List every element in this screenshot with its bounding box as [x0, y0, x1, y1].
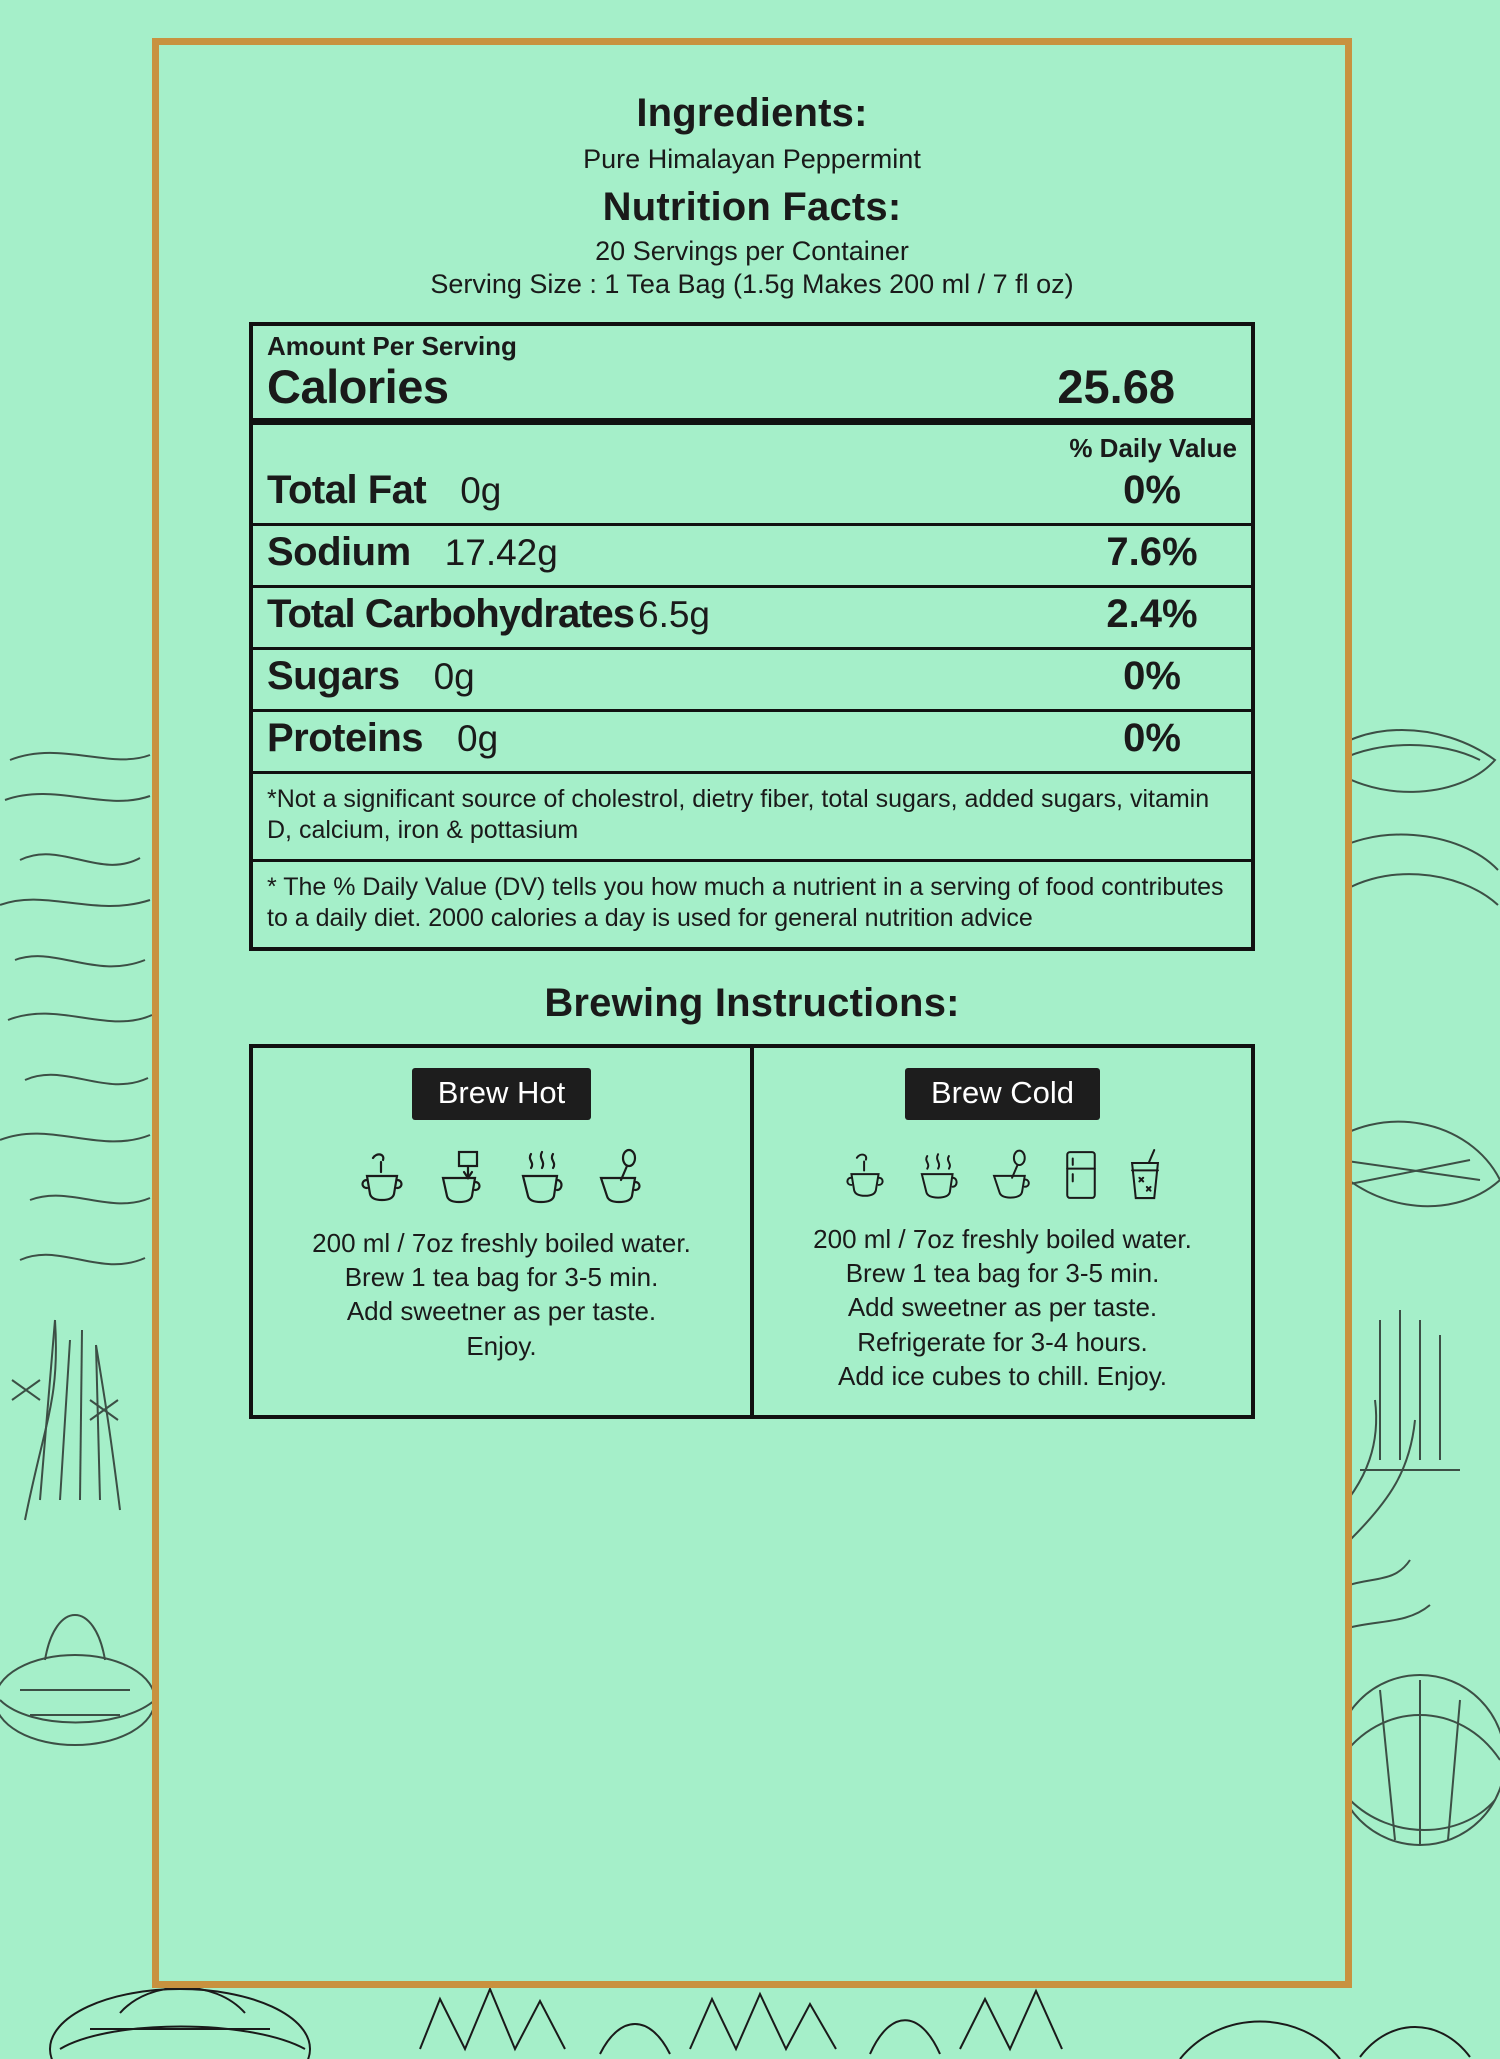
- teabag-dip-icon: [431, 1146, 493, 1208]
- spoon-stir-cup-icon: [985, 1146, 1041, 1204]
- nutrient-amount: 0g: [457, 717, 499, 759]
- nutrient-name: Total Carbohydrates: [267, 591, 634, 636]
- brew-cold-line: Add ice cubes to chill. Enjoy.: [837, 1360, 1168, 1391]
- brew-hot-line: Brew 1 tea bag for 3-5 min.: [344, 1261, 659, 1292]
- brew-cold-line: 200 ml / 7oz freshly boiled water.: [813, 1223, 1192, 1254]
- brew-hot-column: [253, 1048, 754, 1416]
- spoon-stir-cup-icon: [591, 1146, 653, 1208]
- calories-block: [253, 326, 1251, 418]
- brew-cold-line: Refrigerate for 3-4 hours.: [857, 1326, 1148, 1357]
- nutrient-dv: 0%: [1123, 715, 1181, 760]
- nutrient-name: Proteins: [267, 715, 424, 760]
- table-divider: [253, 418, 1251, 425]
- table-row: [253, 588, 1251, 650]
- ingredients-text: Pure Himalayan Peppermint: [583, 144, 921, 174]
- nutrient-name: Sugars: [267, 653, 400, 698]
- brew-cold-icons: [764, 1146, 1241, 1204]
- nutrition-header: [219, 185, 1285, 300]
- nutrient-amount: 17.42g: [444, 531, 558, 573]
- brew-hot-tag: Brew Hot: [412, 1068, 591, 1120]
- nutrient-amount: 0g: [433, 655, 475, 697]
- table-row: [253, 464, 1251, 526]
- table-row: [253, 526, 1251, 588]
- refrigerator-icon: [1059, 1146, 1103, 1204]
- nutrient-dv: 0%: [1123, 653, 1181, 698]
- teapot-pour-icon: [837, 1146, 893, 1204]
- ingredients-section: [219, 91, 1285, 175]
- gold-frame: [152, 38, 1352, 1988]
- nutrient-name: Sodium: [267, 529, 411, 574]
- steaming-cup-icon: [911, 1146, 967, 1204]
- brew-hot-line: Enjoy.: [466, 1330, 537, 1361]
- brew-hot-line: Add sweetner as per taste.: [346, 1296, 657, 1327]
- nutrient-name: Total Fat: [267, 467, 427, 512]
- table-row: [253, 650, 1251, 712]
- footnote-nutrient-sources: *Not a significant source of cholestrol, dietry fiber, total sugars, added sugars, vitamin D, calcium, iron & pottasium: [253, 774, 1251, 862]
- brew-cold-line: Brew 1 tea bag for 3-5 min.: [845, 1257, 1160, 1288]
- nutrient-dv: 2.4%: [1106, 591, 1198, 636]
- nutrition-heading: Nutrition Facts:: [602, 185, 902, 229]
- teapot-pour-icon: [351, 1146, 413, 1208]
- daily-value-header: % Daily Value: [1069, 432, 1237, 463]
- ingredients-heading: Ingredients:: [636, 91, 868, 135]
- calories-label: Calories: [267, 359, 449, 413]
- nutrient-amount: 0g: [460, 469, 502, 511]
- footnote-daily-value: * The % Daily Value (DV) tells you how much a nutrient in a serving of food contributes to a daily diet. 2000 calories a day is used for general nutrition advice: [267, 872, 1224, 933]
- calories-value: 25.68: [1057, 359, 1175, 413]
- brew-cold-tag: Brew Cold: [905, 1068, 1100, 1120]
- serving-size: Serving Size : 1 Tea Bag (1.5g Makes 200 ml / 7 fl oz): [430, 269, 1074, 299]
- nutrient-dv: 0%: [1123, 467, 1181, 512]
- iced-drink-glass-icon: [1121, 1146, 1169, 1204]
- brew-hot-line: 200 ml / 7oz freshly boiled water.: [312, 1227, 691, 1258]
- brew-cold-column: [754, 1048, 1251, 1416]
- table-row: [253, 712, 1251, 774]
- botanical-illustration-left: [0, 0, 160, 2059]
- nutrient-amount: 6.5g: [638, 593, 711, 635]
- brewing-header: [219, 981, 1285, 1026]
- nutrition-facts-table: [249, 322, 1255, 951]
- brew-hot-icons: [263, 1146, 740, 1208]
- brewing-instructions-box: [249, 1044, 1255, 1420]
- servings-per-container: 20 Servings per Container: [595, 236, 909, 266]
- brew-cold-line: Add sweetner as per taste.: [847, 1292, 1158, 1323]
- nutrient-dv: 7.6%: [1106, 529, 1198, 574]
- steaming-cup-icon: [511, 1146, 573, 1208]
- brewing-heading: Brewing Instructions:: [544, 980, 960, 1025]
- amount-per-serving-label: Amount Per Serving: [267, 331, 517, 361]
